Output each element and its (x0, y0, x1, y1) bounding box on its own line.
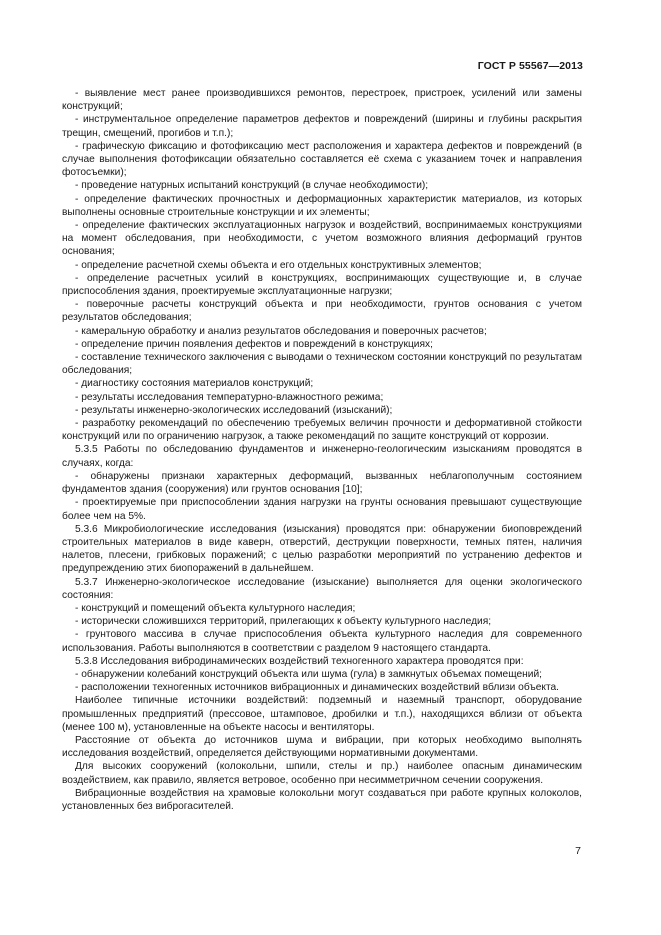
paragraph: Наиболее типичные источники воздействий: подземный и наземный транспорт, оборудование промышленных предприятий (прессовое, штамповое, дробилки и т.п.), находящихся вблизи от объекта (менее 100 м), установленные на объекте насосы и вентиляторы. (62, 695, 582, 733)
document-code: ГОСТ Р 55567—2013 (477, 60, 583, 72)
paragraph: - определение фактических прочностных и деформационных характеристик материалов, из которых выполнены основные строительные конструкции и их элементы; (62, 193, 582, 218)
paragraph: - определение фактических эксплуатационных нагрузок и воздействий, воспринимаемых конструкциями на момент обследования, при необходимости, с учетом возможного влияния деформаций грунтов основания; (62, 220, 582, 258)
paragraph: - проектируемые при приспособлении здания нагрузки на грунты основания превышают существующие более чем на 5%. (62, 497, 582, 522)
paragraph: - конструкций и помещений объекта культурного наследия; (75, 602, 356, 614)
section-paragraph: 5.3.6 Микробиологические исследования (изыскания) проводятся при: обнаружении биоповреждений строительных материалов в виде каверн, отверстий, деструкции поверхности, темных пятен, наличия налетов, плесени, грибковых поражений; с целью разработки мероприятий по устранению дефектов и предупреждению этих биопоражений в дальнейшем. (62, 523, 582, 575)
paragraph: - обнаружении колебаний конструкций объекта или шума (гула) в замкнутых объемах помещений; (75, 668, 542, 680)
paragraph: - выявление мест ранее производившихся ремонтов, перестроек, пристроек, усилений или замены конструкций; (62, 88, 582, 113)
section-paragraph: 5.3.5 Работы по обследованию фундаментов и инженерно-геологическим изысканиям проводятся в случаях, когда: (62, 444, 582, 469)
paragraph: - грунтового массива в случае приспособления объекта культурного наследия для современного использования. Работы выполняются в соответствии с разделом 9 настоящего стандарта. (62, 629, 582, 654)
paragraph: - диагностику состояния материалов конструкций; (75, 378, 314, 390)
paragraph: - проведение натурных испытаний конструкций (в случае необходимости); (75, 180, 429, 192)
paragraph: - разработку рекомендаций по обеспечению требуемых величин прочности и деформативной стойкости конструкций или по ограничению нагрузок, а также рекомендаций по защите конструкций от коррозии. (62, 418, 582, 443)
paragraph: - исторически сложившихся территорий, прилегающих к объекту культурного наследия; (75, 616, 492, 628)
paragraph: - поверочные расчеты конструкций объекта и при необходимости, грунтов основания с учетом результатов обследования; (62, 299, 582, 324)
paragraph: - графическую фиксацию и фотофиксацию мест расположения и характера дефектов и повреждений (в случае выполнения фотофиксации обязательно составляется её схема с указанием точек и направления фотосъемки); (62, 140, 582, 179)
paragraph: Вибрационные воздействия на храмовые колокольни могут создаваться при работе крупных колоколов, установленных без виброгасителей. (62, 787, 582, 812)
section-paragraph: 5.3.7 Инженерно-экологическое исследование (изыскание) выполняется для оценки экологического состояния: (62, 576, 582, 601)
paragraph: - результаты инженерно-экологических исследований (изысканий); (75, 404, 393, 416)
paragraph: Расстояние от объекта до источников шума и вибрации, при которых необходимо выполнять исследования воздействий, определяется действующими нормативными документами. (62, 734, 582, 760)
section-paragraph: 5.3.8 Исследования вибродинамических воздействий техногенного характера проводятся при: (75, 655, 524, 667)
paragraph: - расположении техногенных источников вибрационных и динамических воздействий вблизи объекта. (75, 682, 559, 694)
paragraph: - составление технического заключения с выводами о техническом состоянии конструкций по результатам обследования; (62, 352, 582, 377)
paragraph: - камеральную обработку и анализ результатов обследования и поверочных расчетов; (75, 325, 487, 337)
paragraph: - определение расчетной схемы объекта и его отдельных конструктивных элементов; (75, 259, 482, 271)
paragraph: - определение расчетных усилий в конструкциях, воспринимающих существующие и, в случае приспособления здания, проектируемые эксплуатационные нагрузки; (62, 272, 582, 298)
paragraph: Для высоких сооружений (колокольни, шпили, стелы и пр.) наиболее опасным динамическим воздействием, как правило, является ветровое, особенно при несимметричном сечении сооружения. (62, 761, 582, 786)
paragraph: - обнаружены признаки характерных деформаций, вызванных неблагополучным состоянием фундаментов здания (сооружения) или грунтов основания [10]; (62, 470, 582, 496)
document-body (62, 87, 582, 813)
paragraph: - результаты исследования температурно-влажностного режима; (75, 391, 384, 403)
page-number: 7 (575, 845, 581, 857)
paragraph: - инструментальное определение параметров дефектов и повреждений (ширины и глубины раскрытия трещин, смещений, прогибов и т.п.); (62, 114, 582, 139)
paragraph: - определение причин появления дефектов и повреждений в конструкциях; (75, 338, 433, 350)
